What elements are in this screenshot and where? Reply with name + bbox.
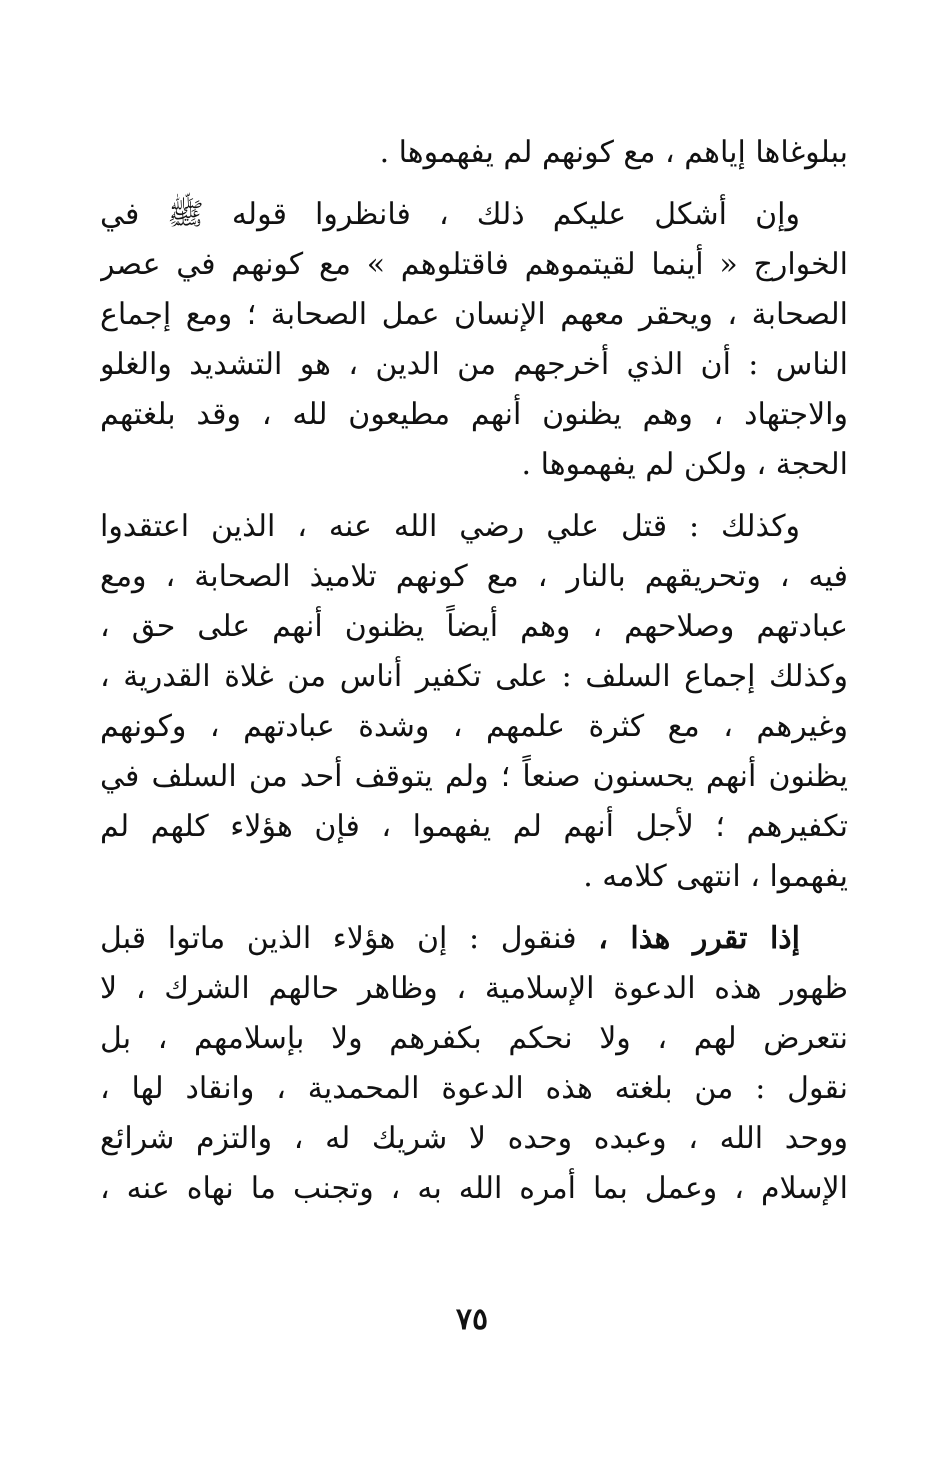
first-line-rest: فنقول : إن هؤلاء الذين ماتوا قبل: [100, 921, 599, 956]
page-number: ٧٥: [455, 1302, 489, 1337]
text-line-first: [100, 914, 848, 964]
paragraph-4: [100, 914, 848, 1214]
paragraph-1: [100, 128, 848, 178]
text-line: يظنون أنهم يحسنون صنعاً ؛ ولم يتوقف أحد من السلف في: [100, 759, 848, 794]
text-line: ووحد الله ، وعبده وحده لا شريك له ، والتزم شرائع: [100, 1121, 848, 1156]
paragraph-2: [100, 190, 848, 490]
text-line: الصحابة ، ويحقر معهم الإنسان عمل الصحابة ؛ ومع إجماع: [100, 297, 848, 332]
text-line: نقول : من بلغته هذه الدعوة المحمدية ، وانقاد لها ،: [100, 1071, 848, 1106]
text-line: فيه ، وتحريقهم بالنار ، مع كونهم تلاميذ الصحابة ، ومع: [100, 559, 848, 594]
text-line: الناس : أن الذي أخرجهم من الدين ، هو التشديد والغلو: [100, 347, 848, 382]
text-line: يفهموا ، انتهى كلامه .: [583, 859, 848, 894]
text-line: الإسلام ، وعمل بما أمره الله به ، وتجنب ما نهاه عنه ،: [100, 1171, 848, 1206]
text-line: نتعرض لهم ، ولا نحكم بكفرهم ولا بإسلامهم ، بل: [100, 1021, 848, 1056]
text-line: وإن أشكل عليكم ذلك ، فانظروا قوله ﷺ في: [100, 197, 800, 232]
text-line: تكفيرهم ؛ لأجل أنهم لم يفهموا ، فإن هؤلاء كلهم لم: [100, 809, 848, 844]
paragraph-3: [100, 502, 848, 902]
text-line: والاجتهاد ، وهم يظنون أنهم مطيعون لله ، وقد بلغتهم: [100, 397, 848, 432]
text-line: الحجة ، ولكن لم يفهموها .: [521, 447, 848, 482]
text-line: ببلوغاها إياهم ، مع كونهم لم يفهموها .: [379, 135, 848, 170]
text-line: الخوارج « أينما لقيتموهم فاقتلوهم » مع كونهم في عصر: [100, 247, 848, 282]
text-line: وكذلك : قتل علي رضي الله عنه ، الذين اعتقدوا: [100, 509, 800, 544]
text-line: عبادتهم وصلاحهم ، وهم أيضاً يظنون أنهم على حق ،: [100, 609, 848, 644]
text-line: وغيرهم ، مع كثرة علمهم ، وشدة عبادتهم ، وكونهم: [100, 709, 848, 744]
lead-phrase: إذا تقرر هذا ،: [598, 921, 800, 956]
page-body: [100, 128, 848, 1278]
text-line: ظهور هذه الدعوة الإسلامية ، وظاهر حالهم الشرك ، لا: [100, 971, 848, 1006]
text-line: وكذلك إجماع السلف : على تكفير أناس من غلاة القدرية ،: [100, 659, 848, 694]
